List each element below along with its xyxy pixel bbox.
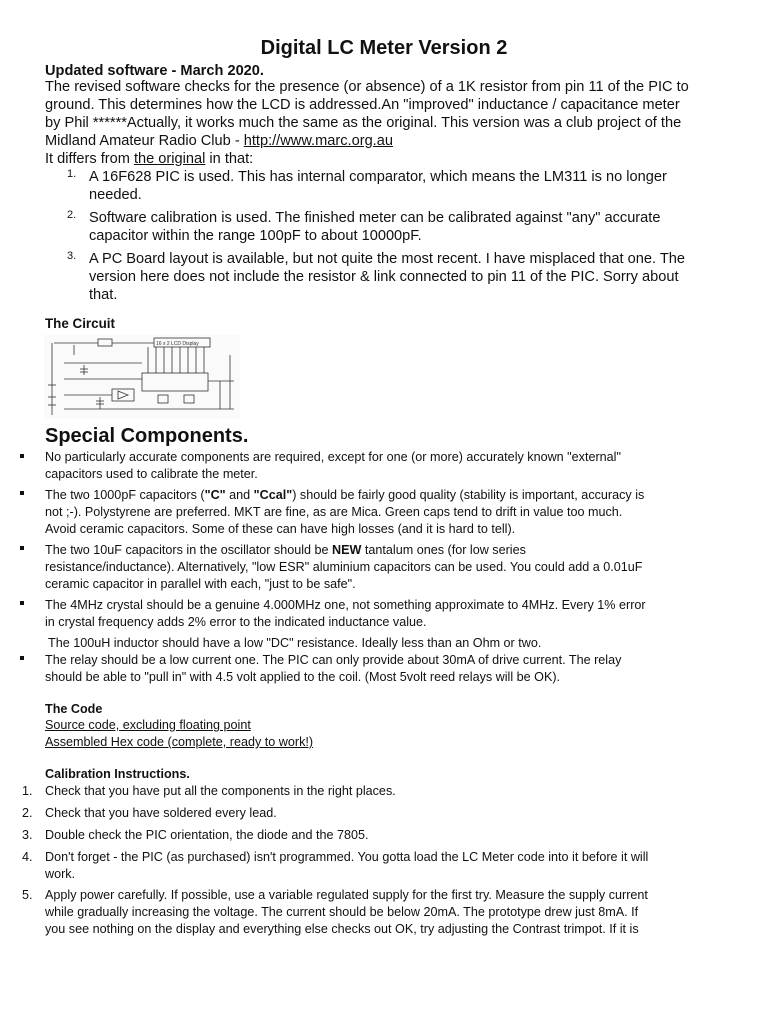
difference-3-line-1: A PC Board layout is available, but not quite the most recent. I have misplaced that one. The (89, 251, 685, 267)
differs-suffix: in that: (205, 151, 254, 167)
inductor-note: The 100uH inductor should have a low "DC" resistance. Ideally less than an Ohm or two. (48, 636, 542, 650)
difference-3-line-3: that. (89, 287, 118, 303)
page-title: Digital LC Meter Version 2 (260, 37, 508, 59)
calibration-step-2: Check that you have soldered every lead. (45, 806, 277, 820)
circuit-diagram-image[interactable] (44, 335, 240, 419)
source-code-link[interactable]: Source code, excluding floating point (45, 718, 251, 732)
calibration-step-1: Check that you have put all the components in the right places. (45, 784, 396, 798)
bullet-marker (20, 601, 24, 605)
intro-line-3: by Phil ******Actually, it works much the same as the original. This version was a club project of the (45, 115, 682, 131)
difference-2-line-2: capacitor within the range 100pF to about 10000pF. (89, 228, 422, 244)
code-heading: The Code (45, 702, 103, 716)
calibration-number-1: 1. (22, 784, 33, 798)
special-item-3-line-3: ceramic capacitor in parallel with each, "just to be safe". (45, 577, 356, 591)
special-item-2-line-1: The two 1000pF capacitors ("C" and "Ccal") should be fairly good quality (stability is important, accuracy is (45, 488, 645, 502)
calibration-step-5-line-2: while gradually increasing the voltage. The current should be below 20mA. The prototype drew just 8mA. If (45, 905, 639, 919)
differs-prefix: It differs from (45, 151, 134, 167)
club-link[interactable]: http://www.marc.org.au (243, 133, 393, 149)
circuit-lcd-label: 16 x 2 LCD Display (156, 341, 199, 347)
intro-line-1: The revised software checks for the presence (or absence) of a 1K resistor from pin 11 of the PIC to (45, 79, 689, 95)
relay-note-line-1: The relay should be a low current one. The PIC can only provide about 30mA of drive current. The relay (45, 653, 622, 667)
calibration-step-3: Double check the PIC orientation, the diode and the 7805. (45, 828, 369, 842)
difference-2-line-1: Software calibration is used. The finished meter can be calibrated against "any" accurate (89, 210, 661, 226)
calibration-step-4-line-1: Don't forget - the PIC (as purchased) isn't programmed. You gotta load the LC Meter code into it before it will (45, 850, 649, 864)
special-components-heading: Special Components. (45, 425, 249, 447)
special-item-2-line-2: not ;-). Polystyrene are preferred. MKT are fine, as are Mica. Green caps tend to drift in value too much. (45, 505, 623, 519)
difference-number-1: 1. (67, 168, 77, 180)
difference-1-line-1: A 16F628 PIC is used. This has internal comparator, which means the LM311 is no longer (89, 169, 667, 185)
bullet-marker (20, 454, 24, 458)
calibration-step-4-line-2: work. (45, 867, 76, 881)
differs-line (45, 150, 253, 168)
intro-line-2: ground. This determines how the LCD is addressed.An "improved" inductance / capacitance meter (45, 97, 680, 113)
special-item-4-line-2: in crystal frequency adds 2% error to the indicated inductance value. (45, 615, 427, 629)
bullet-marker (20, 491, 24, 495)
calibration-heading: Calibration Instructions. (45, 767, 190, 781)
calibration-number-2: 2. (22, 806, 33, 820)
bullet-marker (20, 656, 24, 660)
intro-line-4 (45, 132, 393, 150)
bullet-marker (20, 546, 24, 550)
hex-code-link[interactable]: Assembled Hex code (complete, ready to work!) (45, 735, 314, 749)
special-item-3-line-1: The two 10uF capacitors in the oscillator should be NEW tantalum ones (for low series (45, 543, 526, 557)
relay-note-line-2: should be able to "pull in" with 4.5 volt applied to the coil. (Most 5volt reed relays will be OK). (45, 670, 561, 684)
calibration-step-5-line-3: you see nothing on the display and everything else checks out OK, try adjusting the Contrast trimpot. If it is (45, 922, 639, 936)
special-item-4-line-1: The 4MHz crystal should be a genuine 4.000MHz one, not something approximate to 4MHz. Every 1% error (45, 598, 646, 612)
calibration-number-3: 3. (22, 828, 33, 842)
update-heading: Updated software - March 2020. (45, 63, 264, 79)
difference-number-3: 3. (67, 250, 77, 262)
special-item-3-line-2: resistance/inductance). Alternatively, "low ESR" aluminium capacitors can be used. You could add a 0.01uF (45, 560, 643, 574)
difference-3-line-2: version here does not include the resistor & link connected to pin 11 of the PIC. Sorry about (89, 269, 679, 285)
calibration-step-5-line-1: Apply power carefully. If possible, use a variable regulated supply for the first try. Measure the supply current (45, 888, 648, 902)
circuit-heading: The Circuit (45, 316, 115, 331)
original-link[interactable]: the original (133, 151, 206, 167)
difference-number-2: 2. (67, 209, 77, 221)
special-item-2-line-3: Avoid ceramic capacitors. Some of these can have high losses (and it is hard to tell). (45, 522, 516, 536)
special-item-1-line-1: No particularly accurate components are required, except for one (or more) accurately known "external" (45, 450, 621, 464)
calibration-number-4: 4. (22, 850, 33, 864)
calibration-number-5: 5. (22, 888, 33, 902)
difference-1-line-2: needed. (89, 187, 142, 203)
intro-line-4-text: Midland Amateur Radio Club - (45, 133, 244, 149)
special-item-1-line-2: capacitors used to calibrate the meter. (45, 467, 258, 481)
